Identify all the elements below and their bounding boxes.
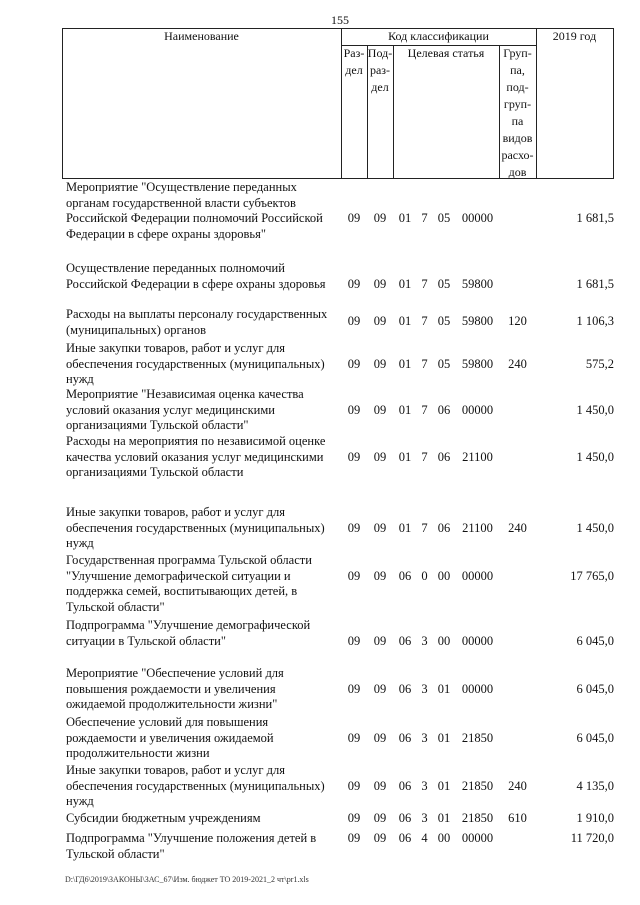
row-code-podrazdel: 09	[373, 811, 387, 825]
row-code-cs4: 21100	[462, 521, 493, 535]
row-code-cs2: 3	[421, 811, 428, 825]
row-code-podrazdel: 09	[373, 634, 387, 648]
row-amount: 575,2	[585, 357, 614, 371]
row-code-cs3: 01	[437, 682, 451, 696]
header-classification: Код классификации	[388, 29, 489, 43]
row-name: Расходы на мероприятия по независимой оценке качества условий оказания услуг медицинскими организациями Тульской области	[66, 434, 326, 479]
table-header	[62, 28, 614, 178]
header-year: 2019 год	[552, 29, 597, 43]
row-code-cs1: 01	[398, 211, 412, 225]
row-code-razdel: 09	[347, 357, 361, 371]
row-amount: 1 450,0	[576, 403, 614, 417]
row-amount: 1 450,0	[576, 450, 614, 464]
header-name: Наименование	[164, 29, 239, 43]
row-name: Иные закупки товаров, работ и услуг для обеспечения государственных (муниципальных) нужд	[66, 505, 325, 550]
row-code-cs1: 06	[398, 731, 412, 745]
row-code-vr: 120	[508, 314, 527, 328]
row-code-razdel: 09	[347, 779, 361, 793]
row-amount: 1 910,0	[576, 811, 614, 825]
row-code-cs4: 00000	[461, 634, 494, 648]
row-code-cs1: 01	[398, 450, 412, 464]
row-code-cs4: 00000	[461, 569, 494, 583]
row-name: Государственная программа Тульской области "Улучшение демографической ситуации и поддержка семей, воспитывающих детей, в Тульской области"	[66, 553, 312, 614]
row-name: Подпрограмма "Улучшение демографической ситуации в Тульской области"	[66, 618, 311, 648]
header-target-article: Целевая статья	[407, 46, 485, 60]
row-code-cs3: 05	[437, 357, 451, 371]
row-amount: 1 681,5	[576, 211, 614, 225]
row-code-podrazdel: 09	[373, 403, 387, 417]
row-code-vr: 240	[508, 779, 527, 793]
row-code-cs2: 7	[421, 521, 428, 535]
row-code-cs4: 59800	[461, 314, 494, 328]
row-code-cs3: 06	[437, 403, 451, 417]
row-code-cs4: 21100	[462, 450, 493, 464]
row-code-cs4: 00000	[461, 403, 494, 417]
row-code-cs4: 00000	[461, 682, 494, 696]
row-name: Мероприятие "Осуществление переданных органам государственной власти субъектов Российской Федерации полномочий Российской Федерации в сфере охраны здоровья"	[66, 180, 323, 241]
row-code-cs2: 0	[421, 569, 428, 583]
row-code-podrazdel: 09	[373, 521, 387, 535]
row-code-podrazdel: 09	[373, 831, 387, 845]
row-code-cs2: 7	[421, 403, 428, 417]
row-amount: 4 135,0	[576, 779, 614, 793]
row-code-cs3: 00	[437, 569, 451, 583]
row-code-cs4: 59800	[461, 277, 494, 291]
row-code-cs1: 01	[398, 314, 412, 328]
row-code-razdel: 09	[347, 314, 361, 328]
row-code-cs3: 01	[437, 811, 451, 825]
row-amount: 6 045,0	[576, 731, 614, 745]
row-code-cs3: 06	[437, 521, 451, 535]
row-code-cs2: 7	[421, 357, 428, 371]
file-path-footer: D:\ГД6\2019\ЗАКОНЫ\ЗАС_67\Изм. бюджет ТО 2019-2021_2 чт\pr1.xls	[65, 875, 309, 884]
row-code-cs2: 3	[421, 682, 428, 696]
row-code-cs1: 06	[398, 682, 412, 696]
row-code-razdel: 09	[347, 569, 361, 583]
row-amount: 17 765,0	[570, 569, 614, 583]
row-code-cs4: 21850	[461, 811, 494, 825]
row-code-cs3: 01	[437, 731, 451, 745]
row-amount: 1 106,3	[576, 314, 614, 328]
row-code-podrazdel: 09	[373, 357, 387, 371]
row-code-cs1: 06	[398, 779, 412, 793]
row-code-cs2: 3	[421, 731, 428, 745]
row-name: Иные закупки товаров, работ и услуг для обеспечения государственных (муниципальных) нужд	[66, 341, 325, 386]
row-code-cs1: 06	[398, 831, 412, 845]
row-code-cs2: 3	[421, 779, 428, 793]
page-number: 155	[331, 13, 349, 27]
row-code-razdel: 09	[347, 831, 361, 845]
row-name: Осуществление переданных полномочий Российской Федерации в сфере охраны здоровья	[66, 261, 326, 291]
row-code-podrazdel: 09	[373, 779, 387, 793]
row-amount: 1 450,0	[576, 521, 614, 535]
row-name: Мероприятие "Независимая оценка качества условий оказания услуг медицинскими организациями Тульской области"	[66, 387, 304, 432]
row-code-vr: 240	[508, 521, 527, 535]
row-code-podrazdel: 09	[373, 277, 387, 291]
row-code-podrazdel: 09	[373, 314, 387, 328]
row-code-cs2: 4	[421, 831, 428, 845]
row-name: Обеспечение условий для повышения рождаемости и увеличения ожидаемой продолжительности жизни	[66, 715, 274, 760]
row-code-cs3: 01	[437, 779, 451, 793]
row-code-cs1: 06	[398, 569, 412, 583]
row-code-cs3: 05	[437, 314, 451, 328]
row-code-cs4: 00000	[461, 211, 494, 225]
row-code-cs4: 21850	[461, 779, 494, 793]
row-amount: 6 045,0	[576, 634, 614, 648]
row-code-razdel: 09	[347, 277, 361, 291]
row-code-razdel: 09	[347, 211, 361, 225]
row-code-cs1: 01	[398, 357, 412, 371]
row-code-cs3: 05	[437, 277, 451, 291]
row-code-razdel: 09	[347, 731, 361, 745]
row-code-vr: 240	[508, 357, 527, 371]
row-code-razdel: 09	[347, 403, 361, 417]
row-code-razdel: 09	[347, 634, 361, 648]
row-code-cs1: 01	[398, 521, 412, 535]
row-code-cs3: 00	[437, 634, 451, 648]
header-expense-group: Груп- па, под- груп- па видов расхо- дов	[501, 46, 534, 179]
row-code-cs1: 06	[398, 811, 412, 825]
row-code-cs3: 05	[437, 211, 451, 225]
row-amount: 1 681,5	[576, 277, 614, 291]
row-code-cs4: 21850	[461, 731, 494, 745]
row-code-cs3: 00	[437, 831, 451, 845]
row-code-cs1: 01	[398, 403, 412, 417]
row-code-razdel: 09	[347, 811, 361, 825]
row-code-cs4: 59800	[461, 357, 494, 371]
row-code-razdel: 09	[347, 521, 361, 535]
row-code-razdel: 09	[347, 450, 361, 464]
row-code-cs2: 7	[421, 314, 428, 328]
row-name: Субсидии бюджетным учреждениям	[66, 811, 261, 825]
row-code-razdel: 09	[347, 682, 361, 696]
row-code-podrazdel: 09	[373, 682, 387, 696]
row-code-cs2: 7	[421, 211, 428, 225]
row-code-podrazdel: 09	[373, 569, 387, 583]
header-section: Раз- дел	[343, 46, 365, 77]
row-code-podrazdel: 09	[373, 731, 387, 745]
row-amount: 6 045,0	[576, 682, 614, 696]
row-name: Расходы на выплаты персоналу государственных (муниципальных) органов	[66, 307, 328, 337]
row-code-vr: 610	[508, 811, 527, 825]
row-code-cs2: 7	[421, 277, 428, 291]
row-code-podrazdel: 09	[373, 211, 387, 225]
header-subsection: Под- раз- дел	[367, 46, 393, 94]
row-name: Мероприятие "Обеспечение условий для повышения рождаемости и увеличения ожидаемой продолжительности жизни"	[66, 666, 284, 711]
row-code-cs1: 06	[398, 634, 412, 648]
row-name: Иные закупки товаров, работ и услуг для обеспечения государственных (муниципальных) нужд	[66, 763, 325, 808]
row-code-podrazdel: 09	[373, 450, 387, 464]
row-amount: 11 720,0	[570, 831, 614, 845]
row-code-cs1: 01	[398, 277, 412, 291]
row-code-cs4: 00000	[461, 831, 494, 845]
row-code-cs2: 7	[421, 450, 428, 464]
row-name: Подпрограмма "Улучшение положения детей в Тульской области"	[66, 831, 317, 861]
row-code-cs2: 3	[421, 634, 428, 648]
row-code-cs3: 06	[437, 450, 451, 464]
